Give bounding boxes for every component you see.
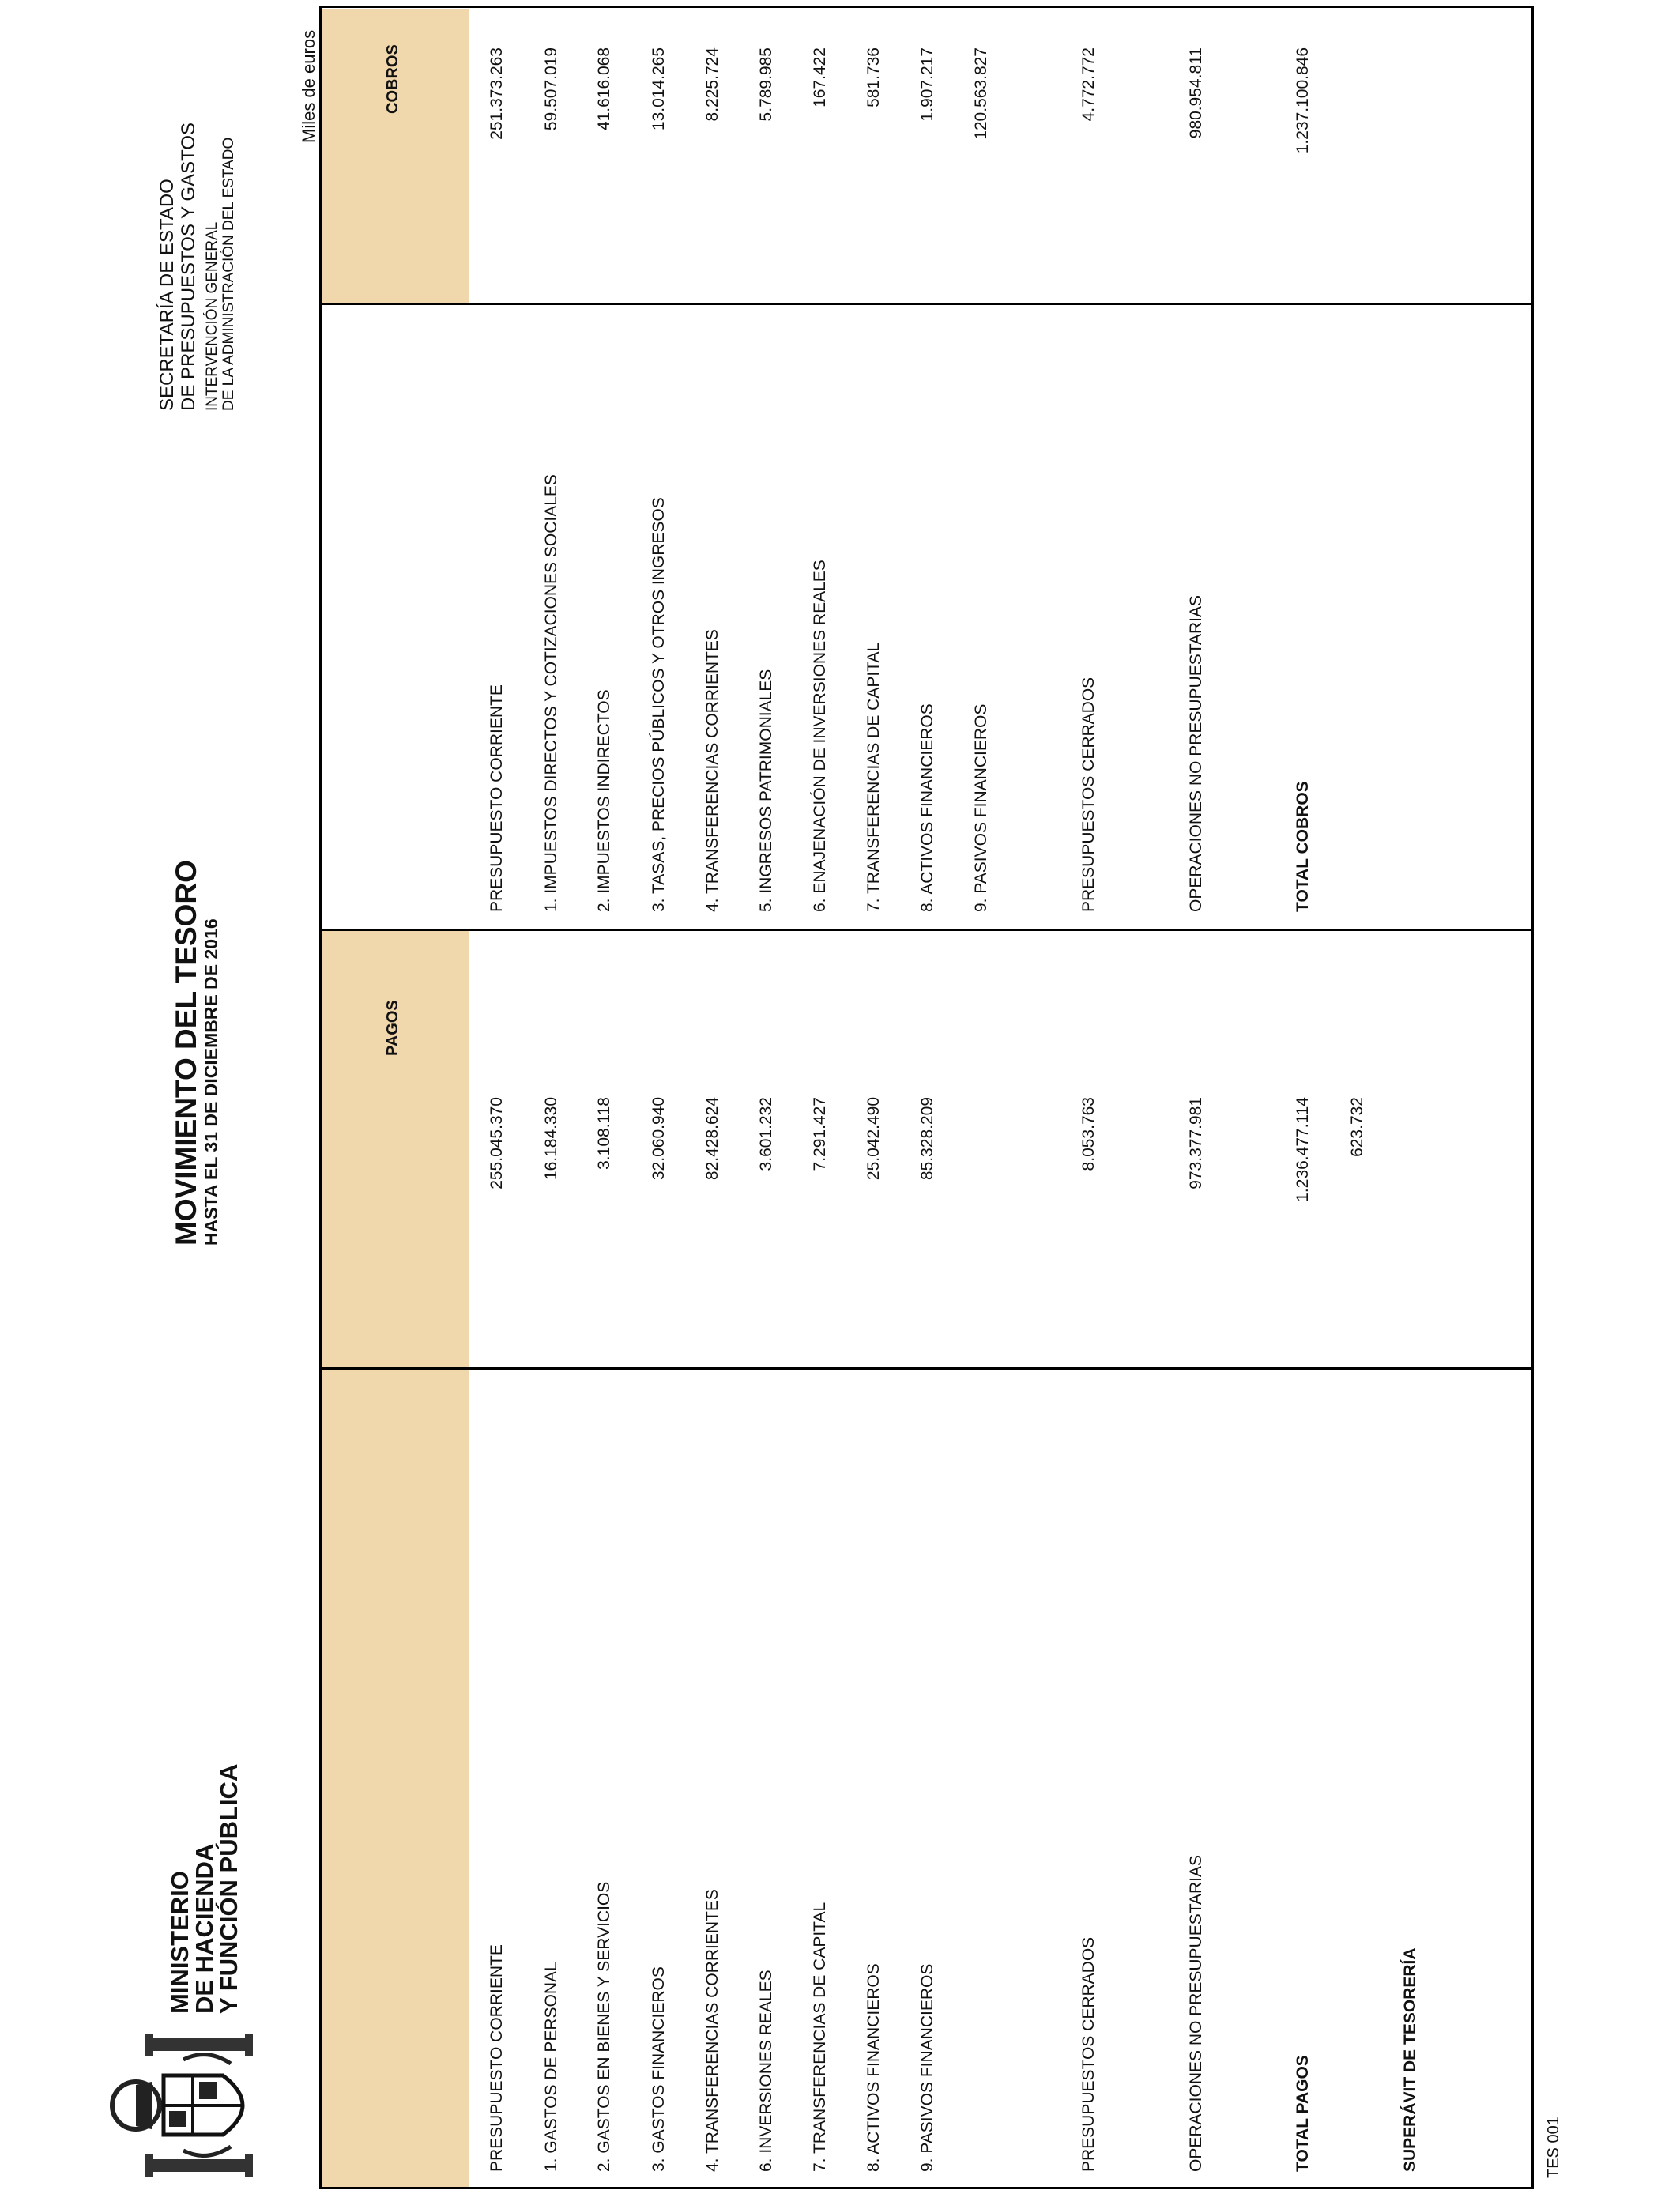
superavit-label: SUPERÁVIT DE TESORERÍA xyxy=(1401,1947,1419,2172)
pagos-row-value: 82.428.624 xyxy=(703,1097,721,1181)
cobros-row-value: 120.563.827 xyxy=(972,47,990,140)
cobros-row-value: 1.907.217 xyxy=(918,47,936,122)
table-border-left xyxy=(319,2187,1534,2189)
pagos-row-label: 3. GASTOS FINANCIEROS xyxy=(650,1966,668,2172)
superavit-value: 623.732 xyxy=(1348,1097,1366,1157)
pagos-row-label: 7. TRANSFERENCIAS DE CAPITAL xyxy=(811,1902,829,2172)
pagos-row-label: 1. GASTOS DE PERSONAL xyxy=(542,1962,560,2172)
intervencion-block xyxy=(204,138,237,411)
pagos-row-label: PRESUPUESTO CORRIENTE xyxy=(488,1944,506,2172)
cobros-row-label: 5. INGRESOS PATRIMONIALES xyxy=(757,669,775,912)
pagos-header-bar xyxy=(321,931,469,2188)
cobros-row-label: 7. TRANSFERENCIAS DE CAPITAL xyxy=(864,642,883,912)
total-pagos-value: 1.236.477.114 xyxy=(1294,1097,1312,1202)
intervencion-line-1: INTERVENCIÓN GENERAL xyxy=(204,221,220,411)
pagos-row-label: 4. TRANSFERENCIAS CORRIENTES xyxy=(703,1889,721,2172)
cobros-header: COBROS xyxy=(384,44,401,114)
ministry-line-3: Y FUNCIÓN PÚBLICA xyxy=(215,1763,243,2014)
ministry-line-1: MINISTERIO xyxy=(166,1871,194,2014)
pagos-row-value: 3.108.118 xyxy=(595,1097,613,1170)
page-subtitle: HASTA EL 31 DE DICIEMBRE DE 2016 xyxy=(201,918,221,1246)
secretaria-line-1: SECRETARÍA DE ESTADO xyxy=(156,179,178,411)
cobros-row-value: 8.225.724 xyxy=(703,47,721,122)
ministry-line-2: DE HACIENDA xyxy=(190,1843,218,2014)
cobros-row-label: 2. IMPUESTOS INDIRECTOS xyxy=(595,689,613,912)
pagos-row-label: 9. PASIVOS FINANCIEROS xyxy=(918,1963,936,2172)
cobros-row-value: 59.507.019 xyxy=(542,47,560,131)
cobros-row-label: OPERACIONES NO PRESUPUESTARIAS xyxy=(1187,594,1205,912)
cobros-row-value: 581.736 xyxy=(864,47,883,107)
cobros-row-value: 13.014.265 xyxy=(650,47,668,131)
divider-pagos-values xyxy=(319,929,1534,931)
intervencion-line-2: DE LA ADMINISTRACIÓN DEL ESTADO xyxy=(220,137,237,411)
page-title: MOVIMIENTO DEL TESORO xyxy=(170,860,202,1246)
total-cobros-label: TOTAL COBROS xyxy=(1294,781,1312,912)
form-code: TES 001 xyxy=(1545,2117,1562,2178)
cobros-row-value: 980.954.811 xyxy=(1187,47,1205,139)
pagos-row-label: 6. INVERSIONES REALES xyxy=(757,1970,775,2172)
cobros-row-label: 6. ENAJENACIÓN DE INVERSIONES REALES xyxy=(811,560,829,912)
pagos-row-value: 16.184.330 xyxy=(542,1097,560,1181)
cobros-row-label: 3. TASAS, PRECIOS PÚBLICOS Y OTROS INGRESOS xyxy=(650,497,668,912)
pagos-row-value: 7.291.427 xyxy=(811,1097,829,1171)
table-border-right xyxy=(319,6,1534,8)
pagos-header: PAGOS xyxy=(384,1000,401,1056)
pagos-row-label: OPERACIONES NO PRESUPUESTARIAS xyxy=(1187,1854,1205,2172)
cobros-row-value: 251.373.263 xyxy=(488,47,506,140)
cobros-row-label: PRESUPUESTOS CERRADOS xyxy=(1079,677,1098,912)
divider-cobros-labels xyxy=(319,303,1534,305)
cobros-row-label: 4. TRANSFERENCIAS CORRIENTES xyxy=(703,629,721,912)
pagos-row-label: PRESUPUESTOS CERRADOS xyxy=(1079,1936,1098,2172)
cobros-row-value: 41.616.068 xyxy=(595,47,613,131)
cobros-row-label: PRESUPUESTO CORRIENTE xyxy=(488,684,506,912)
cobros-row-value: 167.422 xyxy=(811,47,829,107)
pagos-row-value: 255.045.370 xyxy=(488,1097,506,1189)
pagos-row-value: 32.060.940 xyxy=(650,1097,668,1181)
pagos-row-value: 3.601.232 xyxy=(757,1097,775,1171)
ministry-name xyxy=(168,1764,241,2014)
units-label: Miles de euros xyxy=(299,29,318,143)
cobros-row-label: 8. ACTIVOS FINANCIEROS xyxy=(918,703,936,912)
pagos-row-value: 25.042.490 xyxy=(864,1097,883,1181)
cobros-row-label: 1. IMPUESTOS DIRECTOS Y COTIZACIONES SOCIALES xyxy=(542,474,560,912)
secretaria-block xyxy=(156,123,199,411)
table-border-bottom xyxy=(1531,6,1534,2188)
table-border-top xyxy=(319,6,322,2188)
pagos-row-value: 973.377.981 xyxy=(1187,1097,1205,1189)
coat-of-arms-icon xyxy=(104,2032,274,2178)
divider-pagos-labels xyxy=(319,1367,1534,1370)
pagos-row-label: 8. ACTIVOS FINANCIEROS xyxy=(864,1963,883,2172)
total-cobros-value: 1.237.100.846 xyxy=(1294,47,1312,154)
cobros-row-label: 9. PASIVOS FINANCIEROS xyxy=(972,703,990,912)
total-pagos-label: TOTAL PAGOS xyxy=(1294,2055,1312,2172)
pagos-row-value: 8.053.763 xyxy=(1079,1097,1098,1171)
pagos-row-label: 2. GASTOS EN BIENES Y SERVICIOS xyxy=(595,1881,613,2172)
secretaria-line-2: DE PRESUPUESTOS Y GASTOS xyxy=(178,122,199,411)
pagos-row-value: 85.328.209 xyxy=(918,1097,936,1181)
cobros-row-value: 5.789.985 xyxy=(757,47,775,122)
cobros-row-value: 4.772.772 xyxy=(1079,47,1098,122)
